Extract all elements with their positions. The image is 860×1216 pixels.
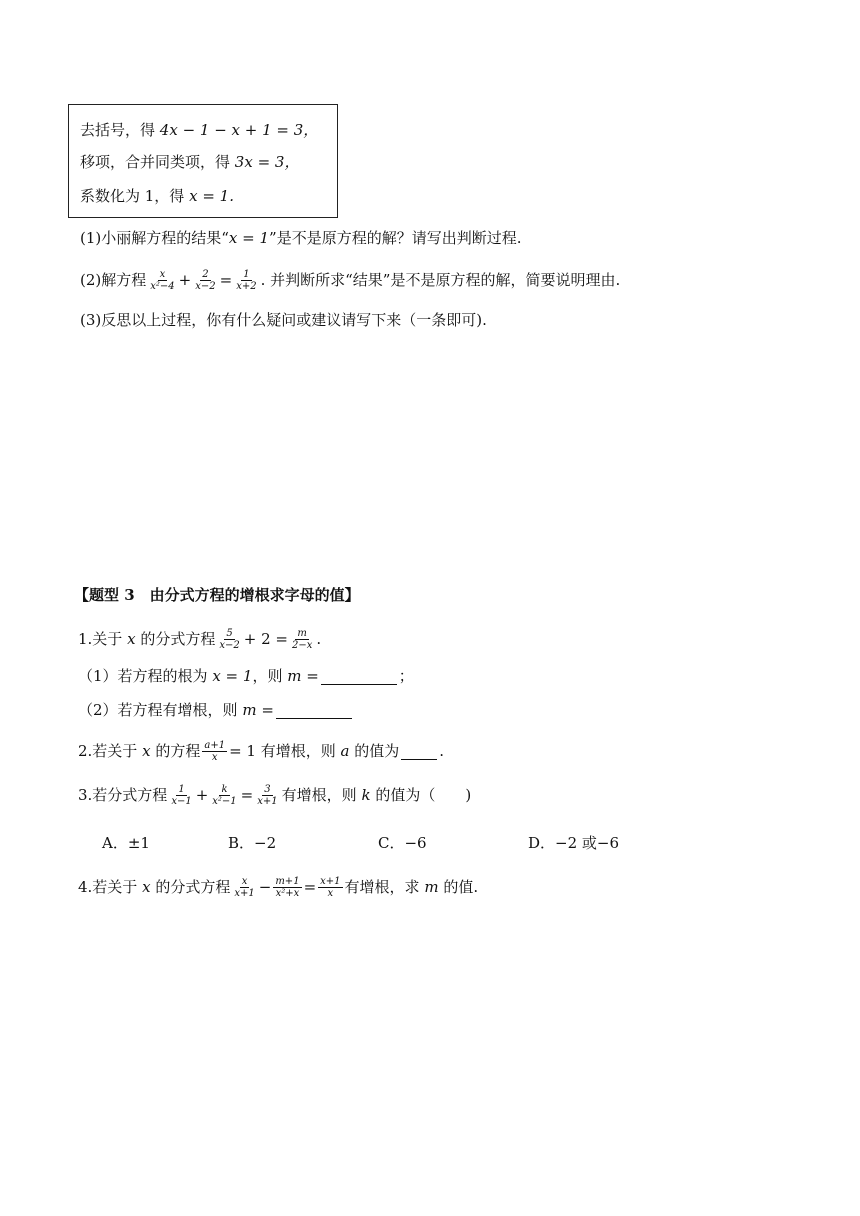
box-line-3-text: 系数化为 1，得 <box>80 187 185 205</box>
variable-k: k <box>361 786 371 804</box>
fraction-numerator: 1 <box>178 783 185 795</box>
problem-1-part-2 <box>78 698 354 722</box>
fraction-denominator: x <box>327 887 334 899</box>
fraction-numerator: 2 <box>202 268 209 280</box>
minus-sign: − <box>258 878 272 896</box>
part-1-mid: ，则 <box>252 667 283 685</box>
fraction-numerator: x <box>241 875 248 887</box>
section-title: 【题型 3 由分式方程的增根求字母的值】 <box>74 586 360 604</box>
question-2-prefix: (2)解方程 <box>80 271 147 289</box>
fraction-denominator: x−2 <box>195 280 216 292</box>
fraction <box>193 269 217 292</box>
problem-1-part-1 <box>78 664 414 688</box>
fraction-denominator: 2−x <box>291 639 313 651</box>
fraction-denominator: x <box>211 751 218 763</box>
question-1-suffix: ”是不是原方程的解？请写出判断过程. <box>269 229 522 247</box>
part-2-text: （2）若方程有增根，则 <box>78 701 238 719</box>
fraction-numerator: 1 <box>243 268 250 280</box>
problem-4-mid2: 有增根，求 <box>344 878 420 896</box>
variable-x: x <box>127 630 136 648</box>
answer-blank[interactable] <box>401 743 437 760</box>
fraction <box>148 269 176 292</box>
option-a[interactable]: A．±1 <box>102 834 150 852</box>
problem-4-mid: 的分式方程 <box>155 878 231 896</box>
fraction-denominator: x+2 <box>236 280 257 292</box>
fraction-denominator: x−2 <box>219 639 240 651</box>
problem-2-mid: 的方程 <box>155 742 201 760</box>
question-2 <box>80 264 620 296</box>
section-heading <box>74 583 360 607</box>
box-line-2-math: 3x = 3， <box>234 153 300 171</box>
part-1-m: m = <box>287 667 319 685</box>
fraction <box>210 784 238 807</box>
variable-x: x <box>142 742 151 760</box>
box-line-2-text: 移项，合并同类项，得 <box>80 153 231 171</box>
equals-sign: = <box>219 271 233 289</box>
plus-sign: + <box>178 271 192 289</box>
problem-2-mid2: 有增根，则 <box>260 742 336 760</box>
part-1-text: （1）若方程的根为 <box>78 667 208 685</box>
problem-2-eq: = 1 <box>229 742 256 760</box>
box-line-2 <box>80 150 299 174</box>
fraction-denominator: x²−1 <box>212 795 237 807</box>
question-1 <box>80 226 521 250</box>
fraction-numerator: m+1 <box>275 875 300 887</box>
problem-2-prefix: 2.若关于 <box>78 742 138 760</box>
box-line-3 <box>80 184 234 208</box>
question-1-math: x = 1 <box>228 229 270 247</box>
fraction <box>234 269 258 292</box>
fraction-numerator: a+1 <box>204 739 226 751</box>
problem-2-period: . <box>439 742 445 760</box>
problem-4-prefix: 4.若关于 <box>78 878 138 896</box>
question-3-text: (3)反思以上过程，你有什么疑问或建议请写下来（一条即可). <box>80 311 487 329</box>
fraction <box>232 876 256 899</box>
equals-sign: = <box>303 878 317 896</box>
problem-1-prefix: 1.关于 <box>78 630 123 648</box>
question-3 <box>80 308 487 332</box>
fraction-denominator: x+1 <box>257 795 278 807</box>
fraction <box>273 876 301 899</box>
problem-4 <box>78 870 478 904</box>
fraction-numerator: x <box>159 268 166 280</box>
box-line-3-math: x = 1. <box>189 187 234 205</box>
variable-m: m <box>424 878 439 896</box>
problem-3-prefix: 3.若分式方程 <box>78 786 168 804</box>
part-2-m: m = <box>242 701 274 719</box>
problem-1 <box>78 622 321 656</box>
equals-sign: = <box>240 786 254 804</box>
fraction-numerator: k <box>221 783 228 795</box>
fraction-denominator: x+1 <box>234 887 255 899</box>
fraction-denominator: x²+x <box>275 887 300 899</box>
problem-3-mid: 有增根，则 <box>281 786 357 804</box>
box-line-1 <box>80 118 318 142</box>
plus-sign: + <box>195 786 209 804</box>
box-line-1-text: 去括号，得 <box>80 121 156 139</box>
fraction-denominator: x−1 <box>171 795 192 807</box>
part-1-end: ； <box>398 667 414 685</box>
option-d[interactable]: D．−2 或−6 <box>528 834 620 852</box>
fraction-numerator: 5 <box>226 627 233 639</box>
question-1-prefix: (1)小丽解方程的结果“ <box>80 229 229 247</box>
fraction <box>202 740 227 763</box>
problem-4-end: 的值. <box>443 878 479 896</box>
problem-1-plus: + 2 = <box>243 630 288 648</box>
fraction-denominator: x²−4 <box>150 280 175 292</box>
problem-1-mid: 的分式方程 <box>140 630 216 648</box>
box-line-1-math: 4x − 1 − x + 1 = 3， <box>159 121 319 139</box>
fraction <box>318 876 342 899</box>
fraction <box>290 628 314 651</box>
variable-a: a <box>340 742 350 760</box>
question-2-suffix: . 并判断所求“结果”是不是原方程的解，简要说明理由. <box>260 271 621 289</box>
problem-3 <box>78 778 471 812</box>
answer-blank[interactable] <box>321 668 397 685</box>
option-b[interactable]: B．−2 <box>228 834 277 852</box>
fraction <box>217 628 241 651</box>
problem-3-end: 的值为（ ) <box>375 786 472 804</box>
fraction <box>255 784 279 807</box>
fraction <box>169 784 193 807</box>
answer-blank[interactable] <box>276 702 352 719</box>
part-1-math: x = 1 <box>212 667 253 685</box>
option-c[interactable]: C．−6 <box>378 834 427 852</box>
variable-x: x <box>142 878 151 896</box>
problem-2-end: 的值为 <box>354 742 400 760</box>
problem-1-end: . <box>316 630 322 648</box>
fraction-numerator: x+1 <box>320 875 341 887</box>
problem-2 <box>78 734 444 768</box>
fraction-numerator: 3 <box>264 783 271 795</box>
fraction-numerator: m <box>297 627 307 639</box>
